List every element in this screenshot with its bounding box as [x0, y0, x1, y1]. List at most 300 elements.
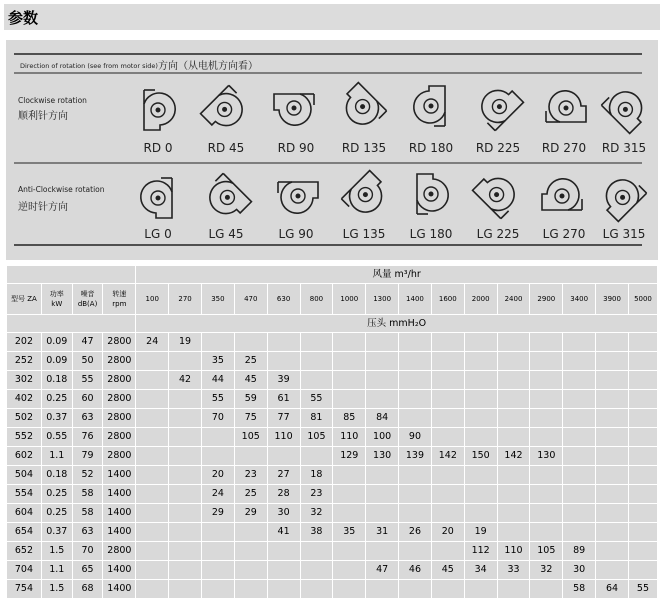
table-cell: 552 [7, 428, 42, 447]
table-cell: 24 [136, 333, 169, 352]
table-cell: 0.37 [41, 409, 72, 428]
table-cell [497, 580, 530, 599]
table-cell [596, 428, 629, 447]
table-cell [267, 561, 300, 580]
table-cell: 704 [7, 561, 42, 580]
table-cell [596, 504, 629, 523]
table-cell [234, 447, 267, 466]
table-cell: 27 [267, 466, 300, 485]
table-cell: 1400 [103, 523, 136, 542]
table-cell [201, 542, 234, 561]
table-cell: 2800 [103, 352, 136, 371]
table-cell: 2800 [103, 409, 136, 428]
table-cell [169, 580, 202, 599]
table-row [7, 390, 658, 409]
table-cell [497, 371, 530, 390]
table-cell: 142 [431, 447, 464, 466]
table-cell [136, 542, 169, 561]
airflow-col-header: 1400 [399, 284, 432, 315]
table-cell: 19 [169, 333, 202, 352]
table-cell [169, 390, 202, 409]
table-cell: 55 [628, 580, 657, 599]
fan-direction-icon [341, 171, 391, 221]
table-cell: 32 [300, 504, 333, 523]
col-noise-header: 噪音 dB(A) [72, 284, 103, 315]
table-row [7, 333, 658, 352]
table-cell [464, 371, 497, 390]
table-cell [431, 409, 464, 428]
table-cell [530, 523, 563, 542]
table-cell [497, 523, 530, 542]
table-cell: 55 [72, 371, 103, 390]
fan-direction-icon [473, 80, 523, 130]
table-cell [333, 371, 366, 390]
airflow-col-header: 5000 [628, 284, 657, 315]
fan-direction-icon [336, 83, 386, 133]
table-cell [333, 485, 366, 504]
table-cell: 129 [333, 447, 366, 466]
table-cell [497, 333, 530, 352]
header-spacer [7, 315, 136, 333]
table-cell [366, 504, 399, 523]
table-cell [399, 371, 432, 390]
table-cell [169, 542, 202, 561]
table-cell [333, 333, 366, 352]
lg-label: LG 45 [208, 227, 244, 241]
table-cell: 58 [72, 485, 103, 504]
table-cell [169, 561, 202, 580]
table-cell [628, 561, 657, 580]
table-cell: 55 [300, 390, 333, 409]
table-cell [530, 390, 563, 409]
table-cell: 39 [267, 371, 300, 390]
table-cell [530, 428, 563, 447]
lg-label: LG 0 [144, 227, 172, 241]
table-cell [136, 485, 169, 504]
table-cell [333, 580, 366, 599]
airflow-col-header: 2900 [530, 284, 563, 315]
table-cell [201, 447, 234, 466]
table-cell [464, 390, 497, 409]
table-cell [530, 409, 563, 428]
table-cell: 302 [7, 371, 42, 390]
table-cell [267, 352, 300, 371]
fan-direction-icon [473, 168, 523, 218]
table-cell: 20 [431, 523, 464, 542]
table-cell [596, 371, 629, 390]
airflow-col-header: 100 [136, 284, 169, 315]
table-cell: 139 [399, 447, 432, 466]
table-cell [563, 504, 596, 523]
fan-direction-icon [601, 83, 651, 133]
clockwise-label-cn: 顺利针方向 [18, 111, 68, 122]
table-cell [267, 542, 300, 561]
table-cell [333, 352, 366, 371]
pressure-header: 压头 mmH₂O [136, 315, 658, 333]
fan-direction-icon [546, 91, 586, 122]
fan-direction-icon [542, 179, 582, 210]
table-cell [530, 352, 563, 371]
airflow-col-header: 800 [300, 284, 333, 315]
table-cell: 754 [7, 580, 42, 599]
table-cell: 34 [464, 561, 497, 580]
table-row [7, 409, 658, 428]
table-cell [530, 504, 563, 523]
table-cell: 2800 [103, 542, 136, 561]
rotation-diagram [6, 40, 658, 260]
table-cell [431, 371, 464, 390]
table-cell: 33 [497, 561, 530, 580]
table-cell [530, 333, 563, 352]
rd-label: RD 315 [601, 141, 647, 155]
lg-label: LG 225 [476, 227, 520, 241]
fan-direction-icon [274, 94, 314, 125]
airflow-col-header: 2000 [464, 284, 497, 315]
airflow-col-header: 2400 [497, 284, 530, 315]
airflow-col-header: 470 [234, 284, 267, 315]
table-cell [333, 390, 366, 409]
table-cell: 150 [464, 447, 497, 466]
table-cell: 112 [464, 542, 497, 561]
table-cell [497, 466, 530, 485]
table-cell: 59 [234, 390, 267, 409]
table-cell [234, 580, 267, 599]
table-cell [366, 466, 399, 485]
table-cell [464, 504, 497, 523]
table-cell [201, 523, 234, 542]
table-cell: 202 [7, 333, 42, 352]
table-cell [464, 352, 497, 371]
table-cell [169, 447, 202, 466]
table-cell: 1400 [103, 485, 136, 504]
table-cell [497, 428, 530, 447]
table-cell: 35 [333, 523, 366, 542]
table-cell [563, 523, 596, 542]
table-cell: 0.09 [41, 352, 72, 371]
table-cell: 58 [72, 504, 103, 523]
table-cell [366, 371, 399, 390]
airflow-col-header: 1600 [431, 284, 464, 315]
table-cell: 65 [72, 561, 103, 580]
table-cell [136, 523, 169, 542]
table-cell [464, 580, 497, 599]
table-cell [563, 466, 596, 485]
anticlockwise-label-en: Anti-Clockwise rotation [18, 185, 105, 194]
table-cell: 85 [333, 409, 366, 428]
table-cell [333, 542, 366, 561]
airflow-col-header: 3400 [563, 284, 596, 315]
table-cell [201, 333, 234, 352]
table-cell: 35 [201, 352, 234, 371]
table-cell [596, 523, 629, 542]
table-cell [464, 333, 497, 352]
table-cell [431, 504, 464, 523]
table-cell [300, 352, 333, 371]
table-cell [431, 466, 464, 485]
table-cell: 42 [169, 371, 202, 390]
table-cell [234, 333, 267, 352]
rd-label: RD 225 [475, 141, 521, 155]
rotation-header-en: Direction of rotation (see from motor side) [20, 62, 158, 70]
table-cell [431, 428, 464, 447]
table-cell: 652 [7, 542, 42, 561]
table-cell: 502 [7, 409, 42, 428]
table-cell: 70 [72, 542, 103, 561]
table-cell: 30 [563, 561, 596, 580]
lg-label: LG 270 [542, 227, 586, 241]
table-cell [596, 447, 629, 466]
table-cell: 402 [7, 390, 42, 409]
table-cell: 25 [234, 352, 267, 371]
table-cell: 0.18 [41, 371, 72, 390]
table-cell: 76 [72, 428, 103, 447]
lg-label: LG 315 [602, 227, 646, 241]
table-cell: 2800 [103, 428, 136, 447]
table-cell: 1.1 [41, 447, 72, 466]
table-cell [169, 485, 202, 504]
lg-label: LG 180 [409, 227, 453, 241]
table-cell: 90 [399, 428, 432, 447]
table-cell: 1.1 [41, 561, 72, 580]
table-cell [169, 523, 202, 542]
fan-direction-icon [278, 182, 318, 213]
table-cell: 604 [7, 504, 42, 523]
table-cell: 23 [234, 466, 267, 485]
table-cell: 504 [7, 466, 42, 485]
table-cell: 38 [300, 523, 333, 542]
table-cell [596, 333, 629, 352]
table-cell: 79 [72, 447, 103, 466]
table-cell: 602 [7, 447, 42, 466]
fan-direction-icon [417, 174, 448, 214]
table-cell [234, 542, 267, 561]
table-cell: 1400 [103, 504, 136, 523]
table-cell: 2800 [103, 447, 136, 466]
table-cell [234, 523, 267, 542]
table-cell [628, 352, 657, 371]
table-cell [267, 580, 300, 599]
table-cell: 1400 [103, 466, 136, 485]
table-cell: 41 [267, 523, 300, 542]
table-cell [333, 561, 366, 580]
table-row [7, 352, 658, 371]
lg-label: LG 90 [278, 227, 314, 241]
table-row [7, 542, 658, 561]
table-cell [201, 561, 234, 580]
table-cell: 105 [234, 428, 267, 447]
table-cell [366, 485, 399, 504]
rotation-header-cn: 方向（从电机方向看） [158, 61, 258, 72]
table-cell: 29 [201, 504, 234, 523]
page-title: 参数 [8, 9, 39, 27]
table-cell [399, 504, 432, 523]
table-cell [563, 333, 596, 352]
rd-label: RD 45 [207, 141, 245, 155]
table-cell: 77 [267, 409, 300, 428]
table-cell [431, 485, 464, 504]
table-cell [333, 466, 366, 485]
col-model-header: 型号 ZA [7, 284, 42, 315]
table-cell: 0.18 [41, 466, 72, 485]
table-cell: 63 [72, 409, 103, 428]
table-row [7, 523, 658, 542]
airflow-col-header: 1300 [366, 284, 399, 315]
fan-direction-icon [144, 90, 175, 130]
table-cell [267, 333, 300, 352]
table-cell [169, 428, 202, 447]
table-cell [136, 371, 169, 390]
airflow-col-header: 1000 [333, 284, 366, 315]
table-cell: 252 [7, 352, 42, 371]
fan-direction-icon [141, 178, 172, 218]
table-cell [366, 390, 399, 409]
table-cell [596, 409, 629, 428]
table-cell: 100 [366, 428, 399, 447]
table-cell [431, 542, 464, 561]
table-cell: 75 [234, 409, 267, 428]
table-cell: 29 [234, 504, 267, 523]
table-cell [431, 390, 464, 409]
table-cell [596, 390, 629, 409]
table-cell [169, 466, 202, 485]
rd-label: RD 90 [277, 141, 315, 155]
table-row [7, 371, 658, 390]
table-cell [300, 542, 333, 561]
table-cell [628, 333, 657, 352]
table-cell [431, 352, 464, 371]
table-cell: 2800 [103, 371, 136, 390]
table-cell: 84 [366, 409, 399, 428]
table-cell: 2800 [103, 390, 136, 409]
rd-label: RD 180 [408, 141, 454, 155]
clockwise-label-en: Clockwise rotation [18, 96, 87, 105]
table-cell: 52 [72, 466, 103, 485]
table-cell [628, 485, 657, 504]
table-cell: 23 [300, 485, 333, 504]
table-cell: 50 [72, 352, 103, 371]
header-spacer [7, 266, 136, 284]
table-cell [399, 352, 432, 371]
table-cell: 0.37 [41, 523, 72, 542]
table-cell: 70 [201, 409, 234, 428]
table-cell [596, 352, 629, 371]
table-cell [136, 390, 169, 409]
table-cell: 130 [366, 447, 399, 466]
table-cell [596, 561, 629, 580]
table-cell: 110 [497, 542, 530, 561]
rotation-diagram-panel [6, 40, 658, 260]
table-cell [563, 390, 596, 409]
fan-direction-icon [596, 171, 646, 221]
table-row [7, 504, 658, 523]
table-cell: 25 [234, 485, 267, 504]
table-cell: 554 [7, 485, 42, 504]
table-row [7, 428, 658, 447]
table-cell [300, 447, 333, 466]
table-cell [136, 409, 169, 428]
table-cell [399, 580, 432, 599]
table-cell: 46 [399, 561, 432, 580]
table-cell [399, 466, 432, 485]
airflow-col-header: 630 [267, 284, 300, 315]
rd-label: RD 270 [541, 141, 587, 155]
table-cell [464, 485, 497, 504]
col-power-header: 功率 kW [41, 284, 72, 315]
airflow-header: 风量 m³/hr [136, 266, 658, 284]
airflow-col-header: 3900 [596, 284, 629, 315]
table-cell [136, 428, 169, 447]
table-cell [399, 409, 432, 428]
table-cell: 654 [7, 523, 42, 542]
rd-label: RD 0 [143, 141, 173, 155]
table-cell [628, 409, 657, 428]
col-speed-header: 转速 rpm [103, 284, 136, 315]
table-cell: 0.25 [41, 504, 72, 523]
table-cell: 0.25 [41, 485, 72, 504]
table-cell: 47 [366, 561, 399, 580]
table-cell [628, 428, 657, 447]
table-row [7, 466, 658, 485]
table-cell [628, 390, 657, 409]
table-cell [201, 428, 234, 447]
table-cell [563, 352, 596, 371]
table-cell [366, 580, 399, 599]
table-cell [497, 409, 530, 428]
table-cell [464, 409, 497, 428]
table-cell: 81 [300, 409, 333, 428]
table-cell: 58 [563, 580, 596, 599]
table-cell: 45 [234, 371, 267, 390]
performance-table [6, 265, 658, 599]
table-cell: 105 [300, 428, 333, 447]
table-cell [136, 561, 169, 580]
table-cell [300, 561, 333, 580]
table-cell [628, 466, 657, 485]
table-cell [464, 466, 497, 485]
table-cell [366, 542, 399, 561]
table-cell: 110 [333, 428, 366, 447]
table-row [7, 447, 658, 466]
table-cell [596, 466, 629, 485]
table-cell [563, 447, 596, 466]
table-cell [300, 580, 333, 599]
table-cell: 44 [201, 371, 234, 390]
table-cell [628, 542, 657, 561]
table-cell: 64 [596, 580, 629, 599]
table-cell [136, 447, 169, 466]
table-cell: 30 [267, 504, 300, 523]
table-cell [234, 561, 267, 580]
table-cell [563, 371, 596, 390]
table-cell: 89 [563, 542, 596, 561]
table-cell [169, 504, 202, 523]
table-cell [366, 333, 399, 352]
table-cell: 24 [201, 485, 234, 504]
table-cell [169, 409, 202, 428]
rd-label: RD 135 [341, 141, 387, 155]
table-cell [399, 485, 432, 504]
table-cell [366, 352, 399, 371]
table-cell: 68 [72, 580, 103, 599]
anticlockwise-label-cn: 逆时针方向 [18, 202, 68, 213]
table-cell: 18 [300, 466, 333, 485]
table-cell [628, 371, 657, 390]
table-cell [497, 390, 530, 409]
table-cell [431, 333, 464, 352]
table-cell [596, 485, 629, 504]
table-cell [563, 485, 596, 504]
airflow-col-header: 350 [201, 284, 234, 315]
